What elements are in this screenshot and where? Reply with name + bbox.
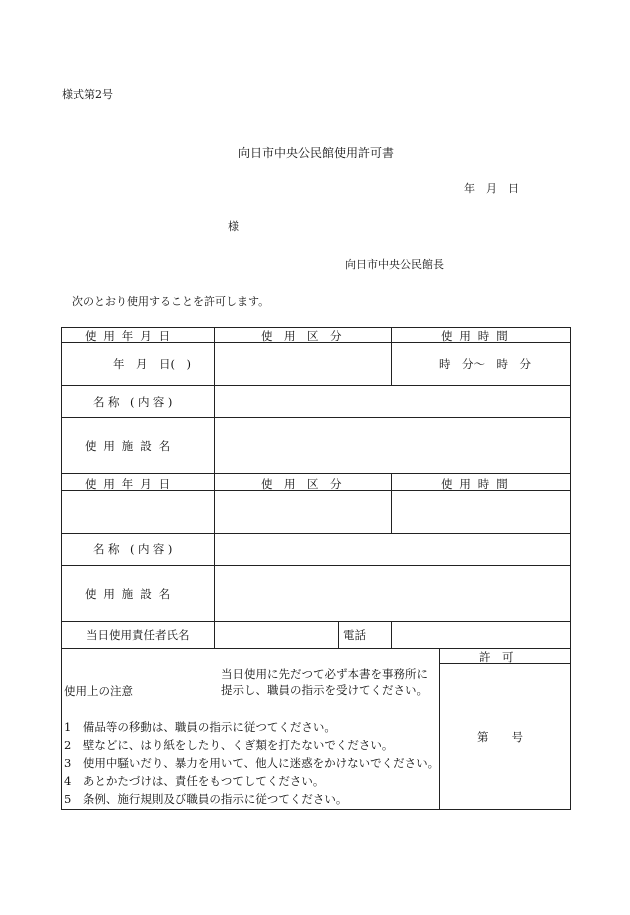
permit-statement: 次のとおり使用することを許可します。 — [72, 295, 270, 308]
note-item: 1 備品等の移動は、職員の指示に従つてください。 — [64, 720, 336, 734]
note-item: 2 壁などに、はり紙をしたり、くぎ類を打たないでください。 — [64, 738, 394, 752]
event-name-label: 名称 (内容) — [93, 395, 176, 409]
permit-number-label: 第 号 — [477, 730, 523, 744]
usage-date-value: 年 月 日( ) — [113, 357, 191, 371]
issuer-name: 向日市中央公民館長 — [345, 258, 444, 271]
note-item: 3 使用中騒いだり、暴力を用いて、他人に迷惑をかけないでください。 — [64, 756, 440, 770]
header-usage-date: 使用年月日 — [85, 329, 177, 343]
facility-name-label-2: 使用施設名 — [85, 587, 177, 601]
phone-label: 電話 — [343, 628, 366, 642]
responsible-person-label: 当日使用責任者氏名 — [86, 628, 190, 642]
form-number: 様式第2号 — [62, 88, 113, 101]
notes-instruction-line2: 提示し、職員の指示を受けてください。 — [221, 683, 428, 697]
header-usage-time-2: 使用時間 — [441, 477, 515, 491]
event-name-label-2: 名称 (内容) — [93, 542, 176, 556]
header-usage-category: 使用区分 — [261, 329, 353, 343]
header-usage-time: 使用時間 — [441, 329, 515, 343]
facility-name-label: 使用施設名 — [85, 439, 177, 453]
notes-instruction-line1: 当日使用に先だつて必ず本書を事務所に — [221, 667, 428, 681]
header-usage-category-2: 使用区分 — [261, 477, 353, 491]
note-item: 4 あとかたづけは、責任をもつてしてください。 — [64, 774, 325, 788]
permit-header: 許 可 — [479, 650, 514, 664]
usage-time-value: 時 分〜 時 分 — [439, 357, 531, 371]
note-item: 5 条例、施行規則及び職員の指示に従つてください。 — [64, 792, 348, 806]
addressee-suffix: 様 — [228, 220, 239, 233]
notes-heading: 使用上の注意 — [64, 684, 133, 698]
form-title: 向日市中央公民館使用許可書 — [238, 146, 395, 160]
permit-form-table — [61, 327, 571, 810]
issue-date: 年 月 日 — [464, 182, 519, 195]
header-usage-date-2: 使用年月日 — [85, 477, 177, 491]
